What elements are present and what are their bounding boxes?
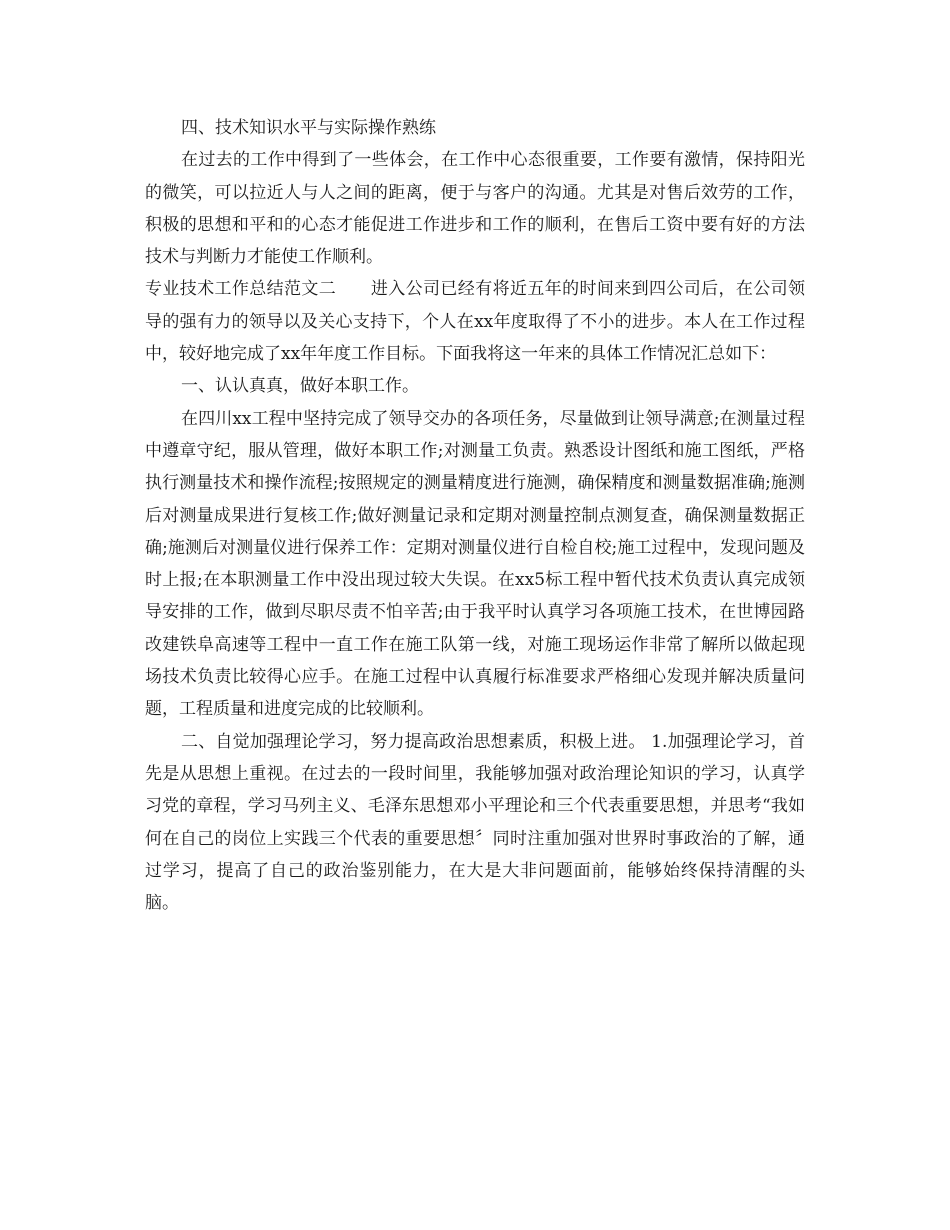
paragraph-work-experience: 在过去的工作中得到了一些体会，在工作中心态很重要，工作要有激情，保持阳光的微笑，可以拉近人与人之间的距离，便于与客户的沟通。尤其是对售后效劳的工作，积极的思想和平和的心态才能促进工作进步和工作的顺利，在售后工资中要有好的方法技术与判断力才能使工作顺利。 <box>145 150 805 268</box>
paragraph-survey-work: 在四川xx工程中坚持完成了领导交办的各项任务，尽量做到让领导满意;在测量过程中遵章守纪，服从管理，做好本职工作;对测量工负责。熟悉设计图纸和施工图纸，严格执行测量技术和操作流程;按照规定的测量精度进行施测，确保精度和测量数据准确;施测后对测量成果进行复核工作;做好测量记录和定期对测量控制点测复查，确保测量数据正确;施测后对测量仪进行保养工作：定期对测量仪进行自检自校;施工过程中，发现问题及时上报;在本职测量工作中没出现过较大失误。在xx5标工程中暂代技术负责认真完成领导安排的工作，做到尽职尽责不怕辛苦;由于我平时认真学习各项施工技术，在世博园路改建铁阜高速等工程中一直工作在施工队第一线，对施工现场运作非常了解所以做起现场技术负责比较得心应手。在施工过程中认真履行标准要求严格细心发现并解决质量问题，工程质量和进度完成的比较顺利。 <box>145 408 805 720</box>
paragraph-theory-study: 二、自觉加强理论学习，努力提高政治思想素质，积极上进。 1.加强理论学习，首先是从思想上重视。在过去的一段时间里，我能够加强对政治理论知识的学习，认真学习党的章程，学习马列主义、毛泽东思想邓小平理论和三个代表重要思想，并思考“我如何在自己的岗位上实践三个代表的重要思想〞同时注重加强对世界时事政治的了解，通过学习，提高了自己的政治鉴别能力，在大是大非问题面前，能够始终保持清醒的头脑。 <box>145 731 805 914</box>
paragraph-sample-two-intro: 专业技术工作总结范文二 进入公司已经有将近五年的时间来到四公司后，在公司领导的强有力的领导以及关心支持下，个人在xx年度取得了不小的进步。本人在工作过程中，较好地完成了xx年年度工作目标。下面我将这一年来的具体工作情况汇总如下： <box>145 279 805 365</box>
section-heading-duty: 一、认认真真，做好本职工作。 <box>181 376 419 397</box>
section-heading-technical-skills: 四、技术知识水平与实际操作熟练 <box>181 118 436 138</box>
document-body <box>145 112 805 919</box>
